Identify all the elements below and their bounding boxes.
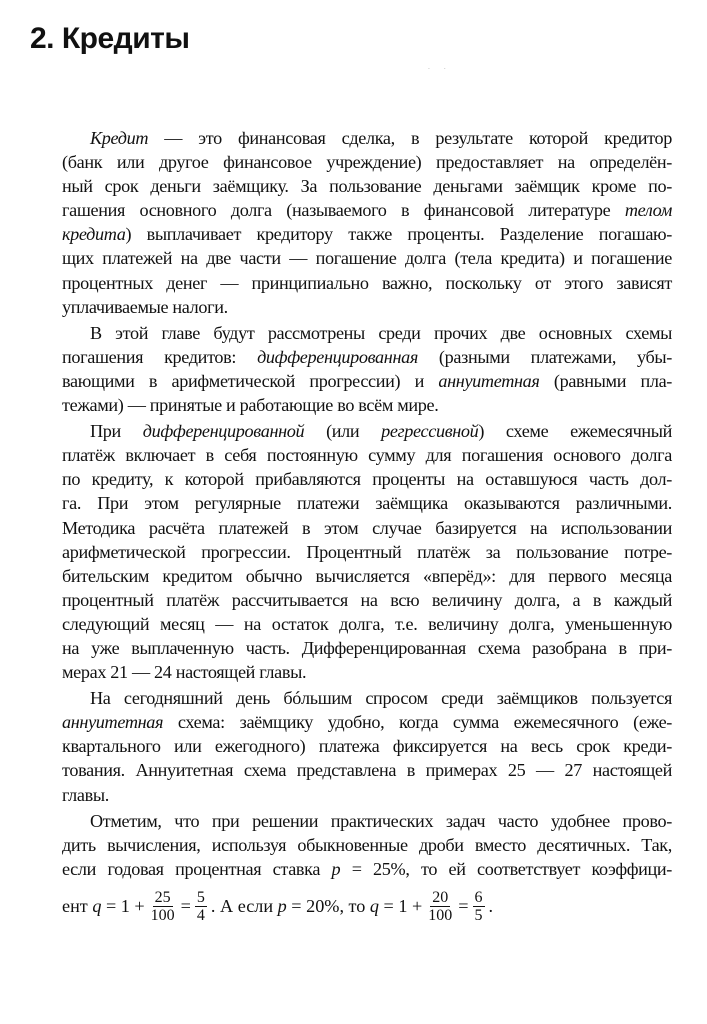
text-line xyxy=(62,419,672,443)
text-line xyxy=(62,126,672,150)
emphasis-text: Кредит xyxy=(90,128,149,148)
text-line xyxy=(62,809,672,833)
text-line xyxy=(62,369,672,393)
text-segment: схема: заёмщику удобно, когда сумма ежемесячного (еже- xyxy=(163,712,672,733)
text-segment: (или xyxy=(304,421,382,442)
fraction-6-5 xyxy=(473,889,485,924)
text-segment: на уже выплаченную часть. Дифференцированная схема разобрана в при- xyxy=(62,637,672,658)
text-segment: уплачиваемые налоги. xyxy=(62,296,228,317)
emphasis-text: аннуитетная xyxy=(438,370,540,391)
text-line xyxy=(62,833,672,857)
emphasis-text: кредита xyxy=(62,224,126,245)
text-segment: щих платежей на две части — погашение долга (тела кредита) и погашение xyxy=(62,248,672,269)
emphasis-text: телом xyxy=(624,200,672,221)
denominator: 100 xyxy=(150,906,175,924)
text-line xyxy=(62,467,672,491)
text-segment: процентный платёж рассчитывается на всю величину долга, а в каждый xyxy=(62,589,672,610)
formula-eq: = 1 + xyxy=(378,896,423,917)
var-q: q xyxy=(92,896,102,917)
text-line xyxy=(62,393,672,417)
denominator: 100 xyxy=(428,906,453,924)
text-line xyxy=(62,222,672,246)
formula-prefix: ент xyxy=(62,896,93,917)
text-line xyxy=(62,150,672,174)
text-line xyxy=(62,198,672,222)
text-segment: квартального или ежегодного) платежа фиксируется на весь срок креди- xyxy=(62,736,672,757)
text-line xyxy=(62,246,672,270)
formula-text: = 20%, то xyxy=(286,896,370,917)
var-p: p xyxy=(277,896,287,917)
text-segment: главы. xyxy=(62,784,109,805)
text-line xyxy=(62,491,672,515)
text-line xyxy=(62,321,672,345)
text-segment: процентных денег — принципиально важно, поскольку от этого зависят xyxy=(62,272,672,293)
paragraph xyxy=(62,809,672,881)
text-segment: ) схеме ежемесячный xyxy=(478,421,673,442)
formula-eq: = 1 + xyxy=(101,896,145,917)
text-segment: ) выплачивает кредитору также проценты. Разделение погашаю- xyxy=(125,224,672,245)
text-line xyxy=(62,710,672,734)
emphasis-text: аннуитетная xyxy=(62,712,164,733)
var-q: q xyxy=(369,896,379,917)
text-segment: При xyxy=(90,421,143,442)
text-segment: погашения кредитов: xyxy=(62,346,258,367)
text-segment: следующий месяц — на остаток долга, т.е. величину долга, уменьшенную xyxy=(62,613,672,634)
fraction-25-100 xyxy=(149,889,177,924)
text-line xyxy=(62,588,672,612)
formula-line xyxy=(62,889,672,924)
formula-eq: = xyxy=(180,896,191,917)
text-segment: мерах 21 — 24 настоящей главы. xyxy=(62,662,307,683)
text-line xyxy=(62,636,672,660)
denominator: 4 xyxy=(196,906,205,924)
text-segment: В этой главе будут рассмотрены среди прочих две основных схемы xyxy=(90,322,672,343)
text-segment: На сегодняшний день бóльшим спросом среди заёмщиков пользуется xyxy=(90,688,672,709)
text-line xyxy=(62,443,672,467)
text-line xyxy=(62,174,672,198)
emphasis-text: регрессивной xyxy=(381,421,479,442)
formula-text: . А если xyxy=(210,896,278,917)
denominator: 5 xyxy=(474,906,483,924)
text-line xyxy=(62,660,672,684)
text-segment: га. При этом регулярные платежи заёмщика оказываются различными. xyxy=(62,493,672,514)
formula-eq: = xyxy=(458,896,469,917)
text-segment: тежами) — принятые и работающие во всём мире. xyxy=(62,395,439,416)
text-segment: платёж включает в себя постоянную сумму для погашения основого долга xyxy=(62,445,672,466)
text-line xyxy=(62,345,672,369)
paragraph xyxy=(62,126,672,319)
body-text xyxy=(62,126,672,881)
paragraph xyxy=(62,686,672,806)
text-line xyxy=(62,783,672,807)
text-segment: = 25%, то ей соответствует коэффици- xyxy=(340,858,672,879)
text-line xyxy=(62,857,672,881)
text-line xyxy=(62,271,672,295)
numerator: 20 xyxy=(432,888,449,906)
text-segment: дить вычисления, используя обыкновенные дроби вместо десятичных. Так, xyxy=(62,834,672,855)
section-title: 2. Кредиты xyxy=(30,22,190,55)
fraction-20-100 xyxy=(426,889,454,924)
content xyxy=(62,124,672,924)
emphasis-text: p xyxy=(331,858,341,879)
emphasis-text: дифференцированной xyxy=(142,421,305,442)
text-segment: по кредиту, к которой прибавляются проценты на оставшуюся часть дол- xyxy=(62,469,672,490)
numerator: 5 xyxy=(196,888,205,906)
text-line xyxy=(62,295,672,319)
text-segment: тования. Аннуитетная схема представлена в примерах 25 — 27 настоящей xyxy=(62,760,672,781)
text-segment: если годовая процентная ставка xyxy=(62,858,332,879)
numerator: 25 xyxy=(154,888,171,906)
text-line xyxy=(62,540,672,564)
paragraph xyxy=(62,419,672,684)
scan-artifact: ·· xyxy=(428,66,460,73)
text-segment: Отметим, что при решении практических задач часто удобнее прово- xyxy=(90,810,672,831)
formula-end: . xyxy=(488,896,494,917)
text-segment: Методика расчёта платежей в этом случае базируется на использовании xyxy=(62,517,672,538)
paragraph xyxy=(62,321,672,417)
text-segment: арифметической прогрессии. Процентный платёж за пользование потре- xyxy=(62,541,672,562)
text-segment: (разными платежами, убы- xyxy=(417,346,672,367)
text-segment: бительским кредитом обычно вычисляется «вперёд»: для первого месяца xyxy=(62,565,672,586)
text-line xyxy=(62,564,672,588)
text-segment: (равными пла- xyxy=(539,370,673,391)
text-line xyxy=(62,758,672,782)
emphasis-text: дифференцированная xyxy=(257,346,418,367)
text-segment: вающими в арифметической прогрессии) и xyxy=(62,370,439,391)
text-segment: ный срок деньги заёмщику. За пользование деньгами заёмщик кроме по- xyxy=(62,176,672,197)
text-line xyxy=(62,612,672,636)
text-segment: (банк или другое финансовое учреждение) предоставляет на определён- xyxy=(62,152,672,173)
text-segment: — это финансовая сделка, в результате которой кредитор xyxy=(148,128,672,148)
text-line xyxy=(62,686,672,710)
fraction-5-4 xyxy=(195,889,207,924)
numerator: 6 xyxy=(474,888,483,906)
text-line xyxy=(62,734,672,758)
text-segment: гашения основного долга (называемого в финансовой литературе xyxy=(62,200,625,221)
text-line xyxy=(62,516,672,540)
